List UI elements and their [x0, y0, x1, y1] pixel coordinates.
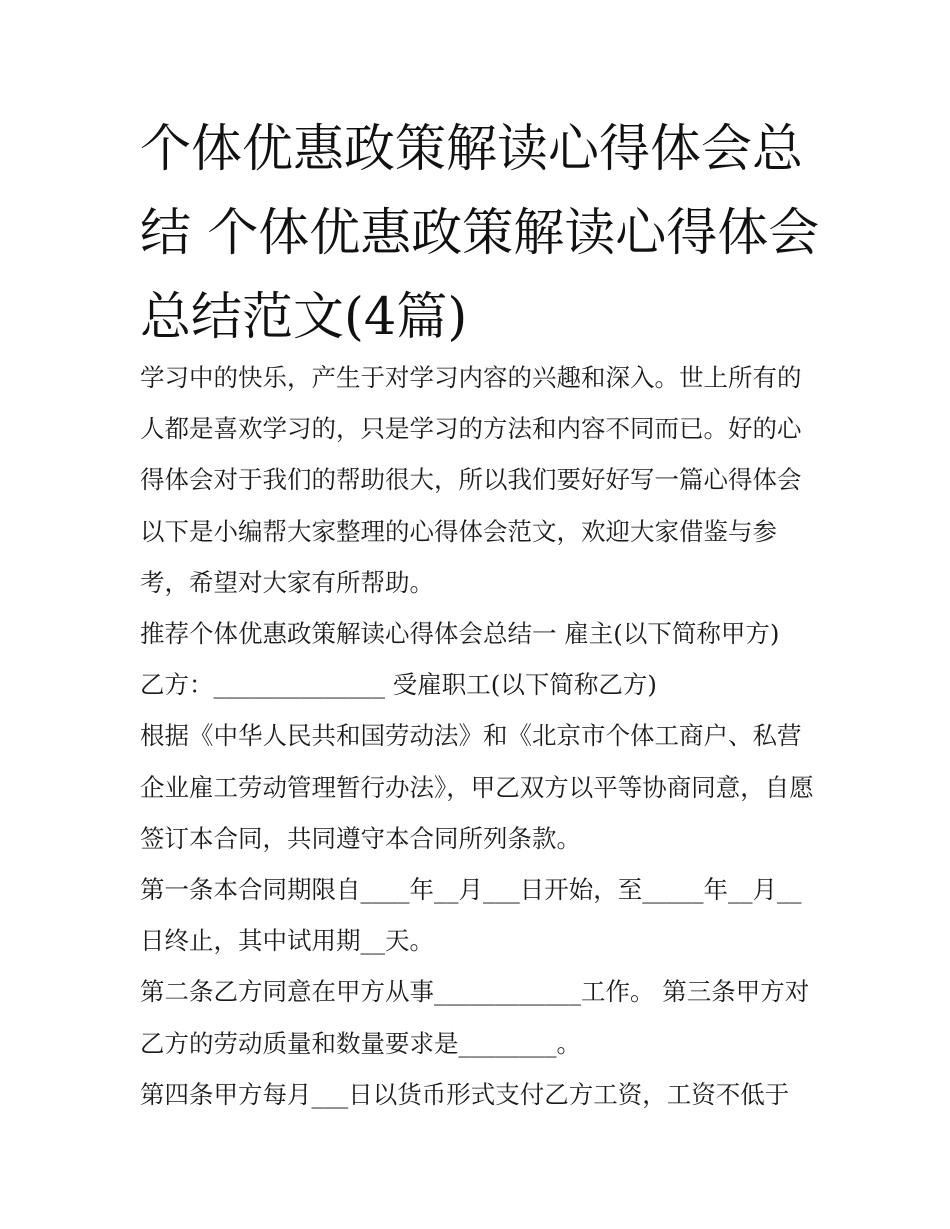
document-body: [140, 352, 820, 1120]
article-2-3-paragraph: 第二条乙方同意在甲方从事____________工作。 第三条甲方对乙方的劳动质量和数量要求是________。: [140, 977, 810, 1058]
article-4-paragraph: 第四条甲方每月___日以货币形式支付乙方工资，工资不低于: [140, 1079, 790, 1109]
party-b-paragraph: 乙方：______________ 受雇职工(以下简称乙方): [140, 670, 657, 700]
article-1-paragraph: 第一条本合同期限自____年__月___日开始，至_____年__月__日终止，其中试用期__天。: [140, 875, 802, 956]
document-title: 个体优惠政策解读心得体会总结 个体优惠政策解读心得体会总结范文(4篇): [140, 120, 820, 347]
recommend-paragraph: 推荐个体优惠政策解读心得体会总结一 雇主(以下简称甲方): [140, 619, 780, 649]
basis-paragraph: 根据《中华人民共和国劳动法》和《北京市个体工商户、私营企业雇工劳动管理暂行办法》，甲乙双方以平等协商同意，自愿签订本合同，共同遵守本合同所列条款。: [140, 721, 814, 853]
intro-paragraph: 学习中的快乐，产生于对学习内容的兴趣和深入。世上所有的人都是喜欢学习的，只是学习的方法和内容不同而已。好的心得体会对于我们的帮助很大，所以我们要好好写一篇心得体会以下是小编帮大家整理的心得体会范文，欢迎大家借鉴与参考，希望对大家有所帮助。: [140, 363, 802, 597]
